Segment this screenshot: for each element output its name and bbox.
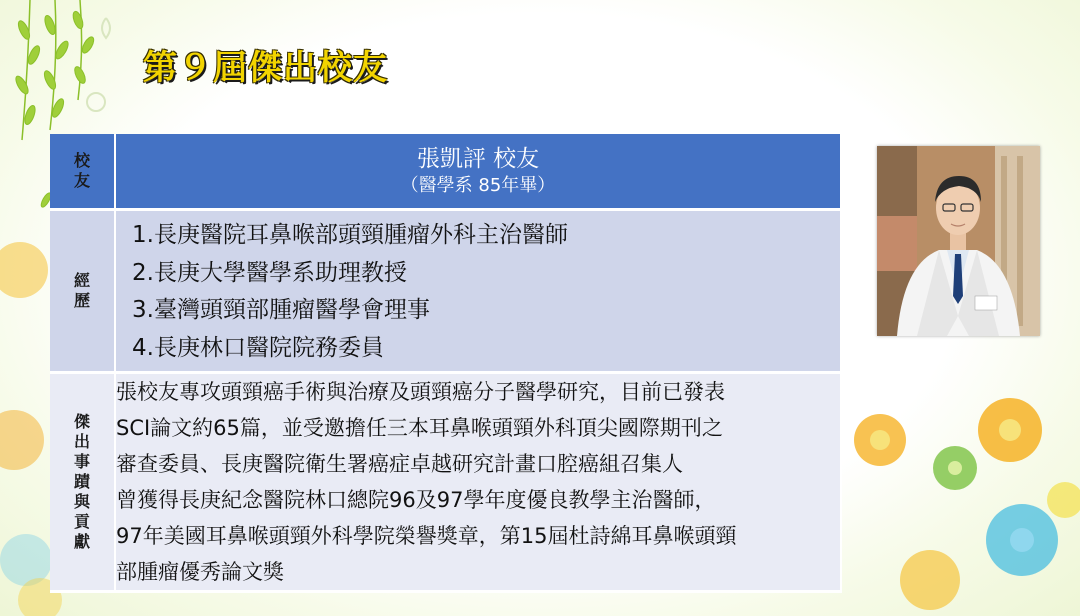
alumni-name-cell [115, 134, 841, 210]
experience-row [50, 210, 841, 373]
experience-list [116, 211, 840, 371]
list-item: 1.長庚醫院耳鼻喉部頭頸腫瘤外科主治醫師 [132, 222, 568, 248]
alumni-name: 張凱評 校友 [416, 146, 540, 172]
alumni-info-table [50, 134, 842, 593]
achievement-line: 審查委員、長庚醫院衛生署癌症卓越研究計畫口腔癌組召集人 [116, 452, 683, 476]
list-item: 4.長庚林口醫院院務委員 [132, 334, 384, 361]
row-label-achievements: 傑出事蹟與貢獻 [50, 373, 115, 592]
alumni-name-row [50, 134, 841, 210]
row-label-experience: 經歷 [50, 210, 115, 373]
achievement-line: SCI論文約65篇，並受邀擔任三本耳鼻喉頭頸外科頂尖國際期刊之 [116, 416, 723, 440]
experience-cell [115, 210, 841, 373]
alumni-department: （醫學系 85年畢） [400, 175, 556, 196]
achievement-line: 曾獲得長庚紀念醫院林口總院96及97學年度優良教學主治醫師， [116, 488, 716, 512]
doctor-portrait [877, 146, 1040, 336]
page-title: 第９屆傑出校友 [143, 48, 388, 88]
list-item: 3.臺灣頭頸部腫瘤醫學會理事 [132, 297, 430, 323]
achievements-row [50, 373, 841, 592]
achievements-cell [115, 373, 841, 592]
achievement-line: 張校友專攻頭頸癌手術與治療及頭頸癌分子醫學研究，目前已發表 [116, 380, 725, 404]
list-item: 2.長庚大學醫學系助理教授 [132, 259, 407, 286]
swirl-decoration [87, 18, 110, 111]
achievement-line: 97年美國耳鼻喉頭頸外科學院榮譽獎章，第15屆杜詩綿耳鼻喉頭頸 [116, 524, 737, 548]
achievement-line: 部腫瘤優秀論文獎 [116, 560, 284, 584]
row-label-alumni: 校友 [50, 134, 115, 210]
